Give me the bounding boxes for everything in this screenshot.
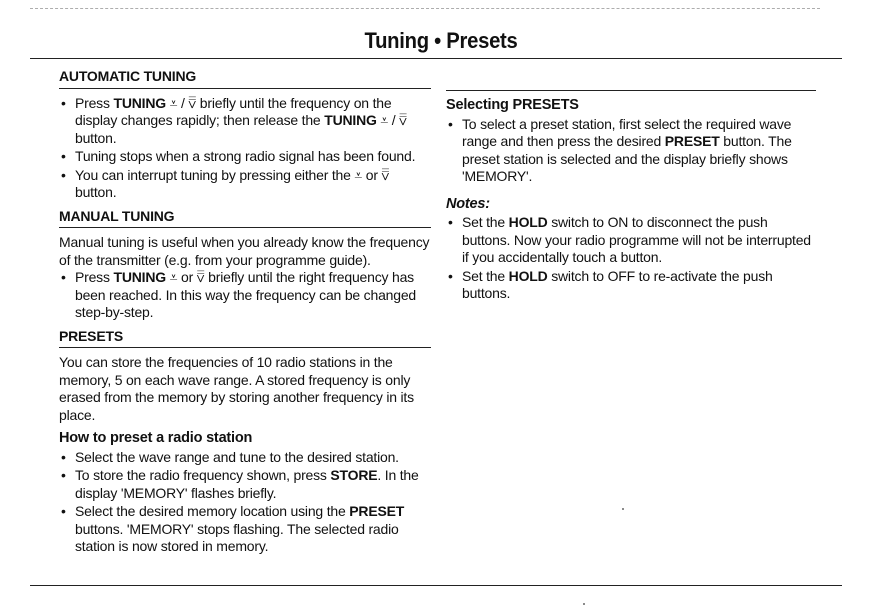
text-run: Press — [75, 269, 114, 285]
title-rule — [30, 58, 842, 59]
text-run: Press — [75, 94, 114, 111]
list-item — [59, 167, 431, 202]
bottom-rule — [30, 585, 842, 586]
preset-button-label: PRESET — [664, 133, 720, 149]
text-run: Set the — [462, 267, 509, 284]
right-column — [446, 95, 818, 309]
preset-button-label: PRESET — [349, 503, 405, 519]
scan-speck — [583, 603, 585, 605]
text-run: . In the display 'MEMORY' flashes briefly. — [75, 467, 419, 501]
manual-tuning-section — [59, 208, 431, 322]
presets-section — [59, 328, 431, 556]
automatic-tuning-section — [59, 68, 431, 202]
list-item — [59, 467, 431, 502]
text-run: switch to OFF to re-activate the push buttons. — [462, 267, 773, 301]
list-item — [59, 269, 431, 322]
text-run: buttons. 'MEMORY' stops flashing. The selected radio station is now stored in memory. — [75, 520, 399, 554]
text-run: You can interrupt tuning by pressing either the ⩡ or ⩢ button. — [75, 166, 390, 200]
text-run: Set the — [462, 214, 509, 230]
text-run: switch to ON to disconnect the push buttons. Now your radio programme will not be interrupted if you accidentally touch a button. — [462, 214, 811, 265]
left-column — [59, 68, 431, 562]
manual-tuning-heading: MANUAL TUNING — [59, 208, 431, 229]
hold-switch-label: HOLD — [508, 267, 548, 284]
automatic-tuning-heading: AUTOMATIC TUNING — [59, 68, 431, 89]
presets-list — [59, 449, 431, 556]
text-run: button. The preset station is selected and the display briefly shows 'MEMORY'. — [462, 133, 792, 184]
list-item — [446, 268, 818, 303]
presets-heading: PRESETS — [59, 328, 431, 349]
list-item — [59, 95, 431, 148]
tuning-button-label: TUNING — [324, 112, 377, 128]
text-run: To store the radio frequency shown, press — [75, 467, 331, 483]
selecting-presets-list — [446, 116, 818, 186]
tuning-button-label: TUNING — [113, 269, 166, 285]
list-item — [59, 148, 431, 166]
scan-speck — [622, 508, 624, 510]
selecting-presets-heading: Selecting PRESETS — [446, 97, 579, 113]
text-run: ⩡ / ⩢ briefly until the frequency on the display changes rapidly; then release the — [75, 94, 392, 128]
store-button-label: STORE — [330, 467, 378, 483]
tuning-button-label: TUNING — [113, 94, 166, 111]
how-to-preset-heading: How to preset a radio station — [59, 430, 253, 446]
notes-heading: Notes: — [446, 195, 490, 212]
text-run: To select a preset station, first select the required wave range and then press the desired — [462, 115, 792, 149]
list-item — [446, 116, 818, 186]
page-title: Tuning • Presets — [364, 28, 518, 53]
right-column-rule — [446, 90, 816, 91]
manual-tuning-list — [59, 269, 431, 322]
automatic-tuning-list — [59, 95, 431, 202]
list-item — [59, 503, 431, 556]
hold-switch-label: HOLD — [508, 214, 548, 230]
top-scan-rule — [30, 8, 820, 9]
notes-section — [446, 196, 818, 303]
presets-intro: You can store the frequencies of 10 radio stations in the memory, 5 on each wave range. A stored frequency is only erased from the memory by storing another frequency in its place. — [59, 354, 414, 423]
text-run: ⩡ / ⩢ button. — [75, 112, 407, 146]
selecting-presets-section — [446, 97, 818, 186]
text-run: Tuning stops when a strong radio signal has been found. — [75, 148, 416, 164]
notes-list — [446, 214, 818, 303]
manual-tuning-intro: Manual tuning is useful when you already know the frequency of the transmitter (e.g. from your programme guide). — [59, 234, 430, 268]
list-item — [59, 449, 431, 467]
text-run: ⩡ or ⩢ briefly until the right frequency has been reached. In this way the frequency can be changed step-by-step. — [75, 269, 416, 320]
text-run: Select the desired memory location using the — [75, 503, 350, 519]
list-item — [446, 214, 818, 267]
text-run: Select the wave range and tune to the desired station. — [75, 448, 399, 465]
